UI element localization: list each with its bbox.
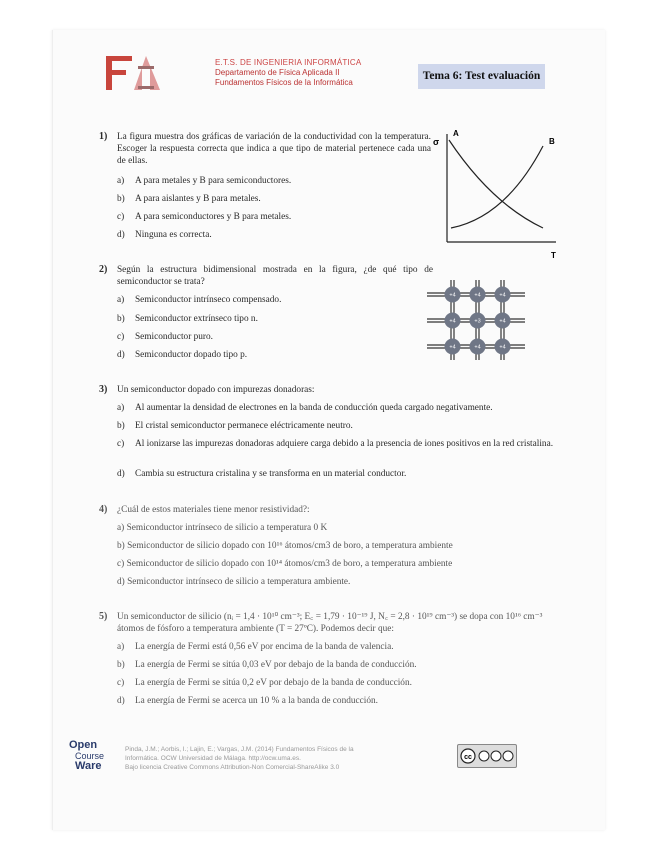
option-a[interactable] — [117, 522, 327, 534]
option-text: La energía de Fermi se acerca un 10 % a la banda de conducción. — [135, 696, 378, 706]
option-letter: b) — [117, 194, 125, 204]
option-text: Semiconductor de silicio dopado con 10¹⁴ átomos/cm3 de boro, a temperatura ambiente — [126, 559, 453, 569]
option-text: La energía de Fermi está 0,56 eV por encima de la banda de valencia. — [135, 642, 394, 652]
question-number: 2) — [99, 264, 108, 275]
option-a[interactable] — [117, 641, 394, 653]
option-letter: d) — [117, 350, 125, 360]
option-text: Semiconductor de silicio dopado con 10¹⁶ átomos/cm3 de boro, a temperatura ambiente — [127, 541, 453, 551]
option-text: El cristal semiconductor permanece eléctricamente neutro. — [135, 421, 353, 431]
option-letter: b) — [117, 660, 125, 670]
option-text: Semiconductor intrínseco de silicio a temperatura 0 K — [126, 523, 328, 533]
atom-charge: +4 — [499, 318, 506, 325]
option-letter: c) — [117, 439, 125, 449]
option-a[interactable] — [117, 294, 281, 306]
option-a[interactable] — [117, 175, 291, 187]
option-text: Cambia su estructura cristalina y se transforma en un material conductor. — [135, 469, 407, 479]
question-number: 4) — [99, 504, 108, 515]
header-block — [215, 58, 361, 88]
cc-license-icon — [458, 745, 516, 767]
option-letter: c) — [117, 332, 125, 342]
option-letter: c) — [117, 678, 125, 688]
option-d[interactable] — [117, 576, 350, 588]
question-text: Según la estructura bidimensional mostrada en la figura, ¿de qué tipo de semiconductor se trata? — [117, 265, 433, 287]
option-letter: a) — [117, 295, 125, 305]
tema-title: Tema 6: Test evaluación — [418, 64, 545, 89]
option-letter: b) — [117, 314, 125, 324]
atom-charge: +4 — [449, 292, 456, 299]
option-d[interactable] — [117, 229, 212, 241]
atom-charge: +4 — [474, 292, 481, 299]
option-text: A para aislantes y B para metales. — [135, 194, 261, 204]
ocw-course: Course — [75, 751, 105, 761]
option-text: Al ionizarse las impurezas donadoras adquiere carga debido a la presencia de iones positivos en la red cristalina. — [135, 439, 554, 449]
conductivity-graph — [431, 128, 566, 260]
atom-charge: +4 — [449, 318, 456, 325]
option-letter: d) — [117, 577, 125, 587]
option-letter: a) — [117, 403, 125, 413]
question-text: Un semiconductor de silicio (nᵢ = 1,4 · 10¹⁰ cm⁻³; E꜀ = 1,79 · 10⁻¹⁹ J, N꜀ = 2,8 · 10¹⁹ cm⁻³) se dopa con 10¹⁶ cm⁻³ átomos de fósforo a temperatura ambiente (T = 27ºC). Podemos decir que: — [117, 612, 543, 634]
fi-logo — [104, 52, 164, 92]
option-c[interactable] — [117, 438, 557, 450]
atom-charge: +4 — [449, 344, 456, 351]
option-d[interactable] — [117, 349, 247, 361]
document-page — [52, 30, 605, 830]
question-number: 3) — [99, 384, 108, 395]
option-letter: b) — [117, 421, 125, 431]
curve-a — [449, 140, 543, 228]
question-text: ¿Cuál de estos materiales tiene menor resistividad?: — [117, 505, 310, 515]
graph-sigma-label: σ — [433, 137, 440, 147]
atom-charge: +4 — [499, 344, 506, 351]
question-number: 1) — [99, 131, 108, 142]
lattice-diagram — [427, 280, 527, 360]
cc-label: cc — [464, 754, 472, 761]
option-letter: a) — [117, 523, 125, 533]
option-letter: c) — [117, 559, 125, 569]
cc-license-badge — [457, 744, 517, 768]
option-letter: a) — [117, 642, 125, 652]
option-d[interactable] — [117, 695, 378, 707]
course-name: Fundamentos Físicos de la Informática — [215, 78, 353, 87]
option-d[interactable] — [117, 468, 406, 480]
question-text: La figura muestra dos gráficas de variación de la conductividad con la temperatura. Escoger la respuesta correcta que indica a que tipo de material pertenece cada una de ellas. — [117, 132, 431, 166]
institution-name: E.T.S. DE INGENIERIA INFORMÁTICA — [215, 58, 362, 67]
option-text: A para semiconductores y B para metales. — [135, 212, 292, 222]
option-c[interactable] — [117, 677, 412, 689]
question-text: Un semiconductor dopado con impurezas donadoras: — [117, 385, 315, 395]
graph-label-t: T — [551, 251, 556, 260]
option-text: Ninguna es correcta. — [135, 230, 212, 240]
option-text: Semiconductor intrínseco compensado. — [135, 295, 282, 305]
option-letter: a) — [117, 176, 125, 186]
option-text: A para metales y B para semiconductores. — [135, 176, 292, 186]
option-b[interactable] — [117, 540, 453, 552]
ocw-ware: Ware — [75, 760, 102, 772]
option-letter: d) — [117, 469, 125, 479]
option-c[interactable] — [117, 558, 452, 570]
option-b[interactable] — [117, 313, 258, 325]
option-letter: b) — [117, 541, 125, 551]
atom-charge: +3 — [474, 318, 481, 325]
department-name: Departamento de Física Aplicada II — [215, 68, 340, 77]
atom-charge: +4 — [499, 292, 506, 299]
option-c[interactable] — [117, 331, 213, 343]
footer-line-1: Pinda, J.M.; Aorbis, I.; Lajin, E.; Vargas, J.M. (2014) Fundamentos Físicos de la — [125, 746, 354, 753]
option-letter: d) — [117, 696, 125, 706]
option-text: La energía de Fermi se sitúa 0,2 eV por debajo de la banda de conducción. — [135, 678, 412, 688]
option-text: Al aumentar la densidad de electrones en la banda de conducción queda cargado negativamente. — [135, 403, 493, 413]
option-letter: d) — [117, 230, 125, 240]
ocw-open: Open — [69, 739, 98, 751]
footer-line-3: Bajo licencia Creative Commons Attribution-Non Comercial-ShareAlike 3.0 — [125, 764, 340, 771]
option-b[interactable] — [117, 659, 417, 671]
graph-label-a: A — [453, 129, 459, 138]
option-text: Semiconductor puro. — [135, 332, 213, 342]
option-text: Semiconductor dopado tipo p. — [135, 350, 248, 360]
option-b[interactable] — [117, 420, 353, 432]
option-text: Semiconductor extrínseco tipo n. — [135, 314, 258, 324]
question-number: 5) — [99, 611, 108, 622]
option-text: La energía de Fermi se sitúa 0,03 eV por debajo de la banda de conducción. — [135, 660, 417, 670]
option-b[interactable] — [117, 193, 261, 205]
option-letter: c) — [117, 212, 125, 222]
ocw-logo — [69, 740, 104, 772]
graph-label-b: B — [549, 137, 555, 146]
atom-charge: +4 — [474, 344, 481, 351]
option-text: Semiconductor intrínseco de silicio a temperatura ambiente. — [127, 577, 351, 587]
footer-citation — [125, 745, 354, 772]
option-a[interactable] — [117, 402, 565, 414]
footer-line-2: Informática. OCW Universidad de Málaga. http://ocw.uma.es. — [125, 755, 301, 762]
option-c[interactable] — [117, 211, 291, 223]
curve-b — [451, 146, 543, 228]
